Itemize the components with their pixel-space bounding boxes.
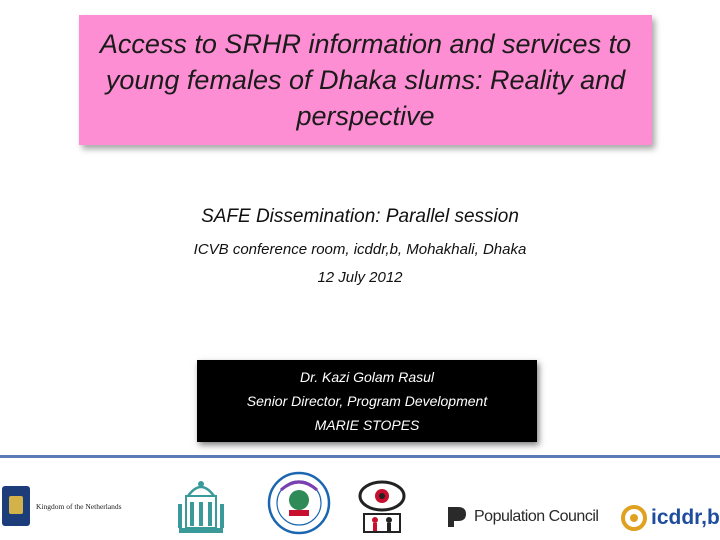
- icddrb-logo: [619, 503, 720, 533]
- session-venue: ICVB conference room, icddr,b, Mohakhali, Dhaka: [193, 241, 527, 258]
- icddrb-text: icddr,b: [651, 506, 720, 529]
- presenter-role: Senior Director, Program Development: [246, 393, 488, 409]
- title-box: [79, 15, 652, 145]
- separator-line: [0, 455, 720, 458]
- building-logo-icon: [176, 474, 226, 538]
- population-council-mark-icon: [446, 505, 468, 529]
- presenter-org: MARIE STOPES: [314, 417, 420, 433]
- presenter-box: [197, 360, 537, 442]
- population-council-logo: [446, 505, 598, 529]
- population-council-text: Population Council: [474, 508, 599, 525]
- netherlands-crest-icon: [2, 486, 30, 526]
- icddrb-mark-icon: [619, 503, 649, 533]
- session-date: 12 July 2012: [317, 269, 403, 286]
- netherlands-logo-text: Kingdom of the Netherlands: [36, 501, 122, 511]
- session-title: SAFE Dissemination: Parallel session: [201, 206, 519, 227]
- netherlands-logo: [2, 484, 142, 528]
- presenter-name: Dr. Kazi Golam Rasul: [299, 369, 435, 385]
- eye-logo-icon: [356, 474, 408, 536]
- circular-emblem-logo-icon: [267, 470, 331, 536]
- slide-title: Access to SRHR information and services to young females of Dhaka slums: Reality and perspective: [99, 29, 632, 131]
